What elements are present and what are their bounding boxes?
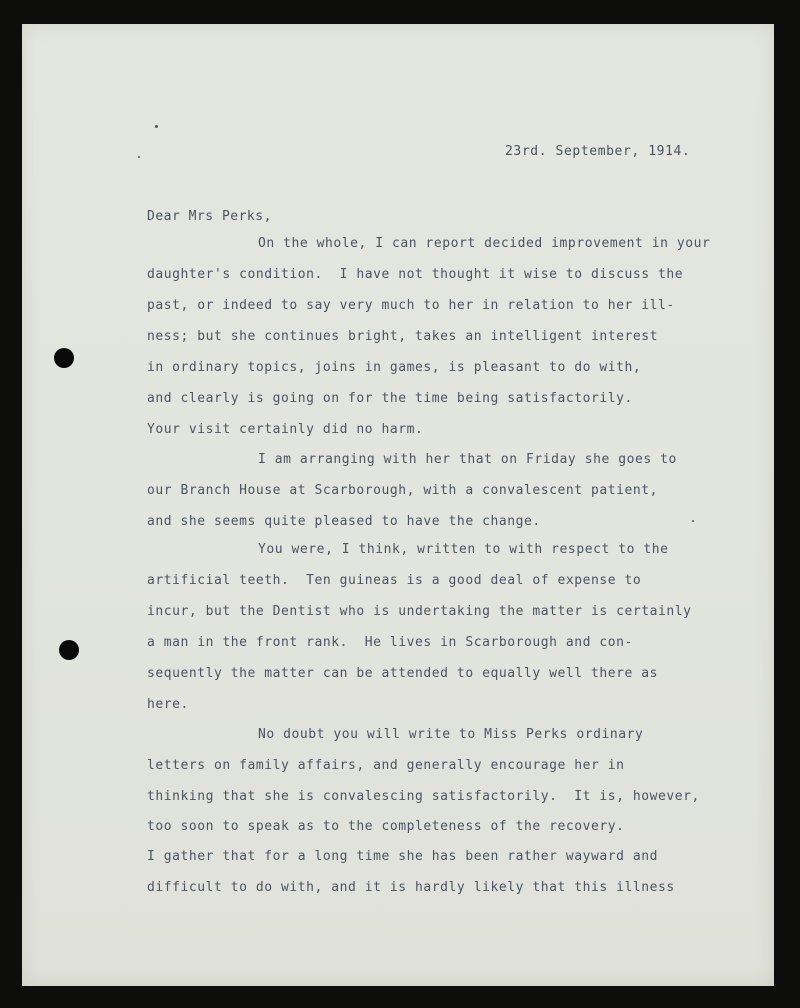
body-line: You were, I think, written to with respect to the xyxy=(258,542,669,557)
letter-sheet xyxy=(22,24,774,986)
body-line: and clearly is going on for the time being satisfactorily. xyxy=(147,391,633,406)
body-line: Your visit certainly did no harm. xyxy=(147,422,424,437)
body-line: our Branch House at Scarborough, with a convalescent patient, xyxy=(147,483,658,498)
body-line: artificial teeth. Ten guineas is a good deal of expense to xyxy=(147,573,642,588)
body-line: No doubt you will write to Miss Perks ordinary xyxy=(258,727,644,742)
paper-speck xyxy=(155,125,158,128)
letter-date: 23rd. September, 1914. xyxy=(505,144,691,159)
paper-speck xyxy=(692,520,694,522)
body-line: difficult to do with, and it is hardly likely that this illness xyxy=(147,880,675,895)
body-line: ness; but she continues bright, takes an intelligent interest xyxy=(147,329,658,344)
letter-salutation: Dear Mrs Perks, xyxy=(147,209,272,224)
body-line: past, or indeed to say very much to her in relation to her ill- xyxy=(147,298,675,313)
body-line: sequently the matter can be attended to equally well there as xyxy=(147,666,658,681)
body-line: daughter's condition. I have not thought it wise to discuss the xyxy=(147,267,684,282)
body-line: I gather that for a long time she has been rather wayward and xyxy=(147,849,658,864)
body-line: here. xyxy=(147,697,189,712)
body-line: and she seems quite pleased to have the change. xyxy=(147,514,541,529)
body-line: I am arranging with her that on Friday she goes to xyxy=(258,452,677,467)
body-line: letters on family affairs, and generally encourage her in xyxy=(147,758,625,773)
punch-hole-bottom xyxy=(59,640,79,660)
body-line: a man in the front rank. He lives in Scarborough and con- xyxy=(147,635,633,650)
body-line: in ordinary topics, joins in games, is pleasant to do with, xyxy=(147,360,642,375)
paper-speck xyxy=(138,156,140,158)
body-line: incur, but the Dentist who is undertaking the matter is certainly xyxy=(147,604,692,619)
punch-hole-top xyxy=(54,348,74,368)
body-line: thinking that she is convalescing satisfactorily. It is, however, xyxy=(147,789,700,804)
body-line: On the whole, I can report decided improvement in your xyxy=(258,236,711,251)
body-line: too soon to speak as to the completeness of the recovery. xyxy=(147,819,625,834)
